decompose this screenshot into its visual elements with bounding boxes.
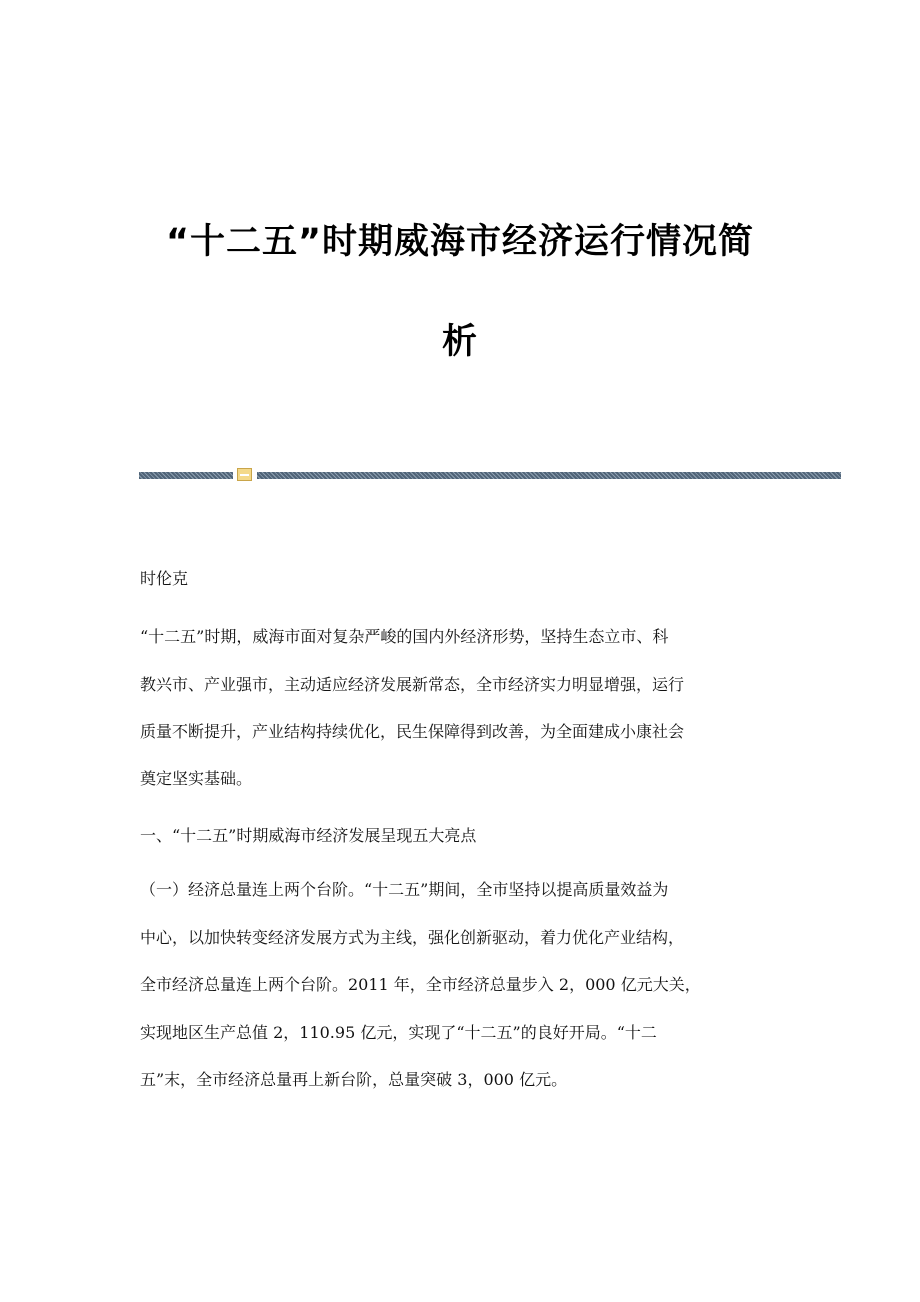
- author: 时伦克: [140, 569, 189, 588]
- paragraph-line-1: （一）经济总量连上两个台阶。“十二五”期间，全市坚持以提高质量效益为: [140, 880, 669, 899]
- intro-line-1: “十二五”时期，威海市面对复杂严峻的国内外经济形势，坚持生态立市、科: [140, 627, 669, 646]
- intro-line-4: 奠定坚实基础。: [140, 769, 253, 788]
- divider-ornament-icon: [237, 468, 252, 481]
- paragraph-line-3: 全市经济总量连上两个台阶。2011 年，全市经济总量步入 2，000 亿元大关，: [140, 975, 701, 994]
- intro-line-3: 质量不断提升，产业结构持续优化，民生保障得到改善，为全面建成小康社会: [140, 722, 685, 741]
- title-divider: [139, 468, 841, 482]
- paragraph-line-2: 中心，以加快转变经济发展方式为主线，强化创新驱动，着力优化产业结构，: [140, 928, 685, 947]
- divider-bar-left: [139, 472, 233, 479]
- section-heading: 一、“十二五”时期威海市经济发展呈现五大亮点: [140, 826, 477, 845]
- document-title-line-2: 析: [441, 322, 478, 362]
- paragraph-line-5: 五”末，全市经济总量再上新台阶，总量突破 3，000 亿元。: [140, 1070, 568, 1089]
- intro-line-2: 教兴市、产业强市，主动适应经济发展新常态，全市经济实力明显增强，运行: [140, 675, 685, 694]
- divider-bar-right: [257, 472, 841, 479]
- document-title-line-1: “十二五”时期威海市经济运行情况简: [165, 222, 754, 262]
- paragraph-line-4: 实现地区生产总值 2，110.95 亿元，实现了“十二五”的良好开局。“十二: [140, 1023, 657, 1042]
